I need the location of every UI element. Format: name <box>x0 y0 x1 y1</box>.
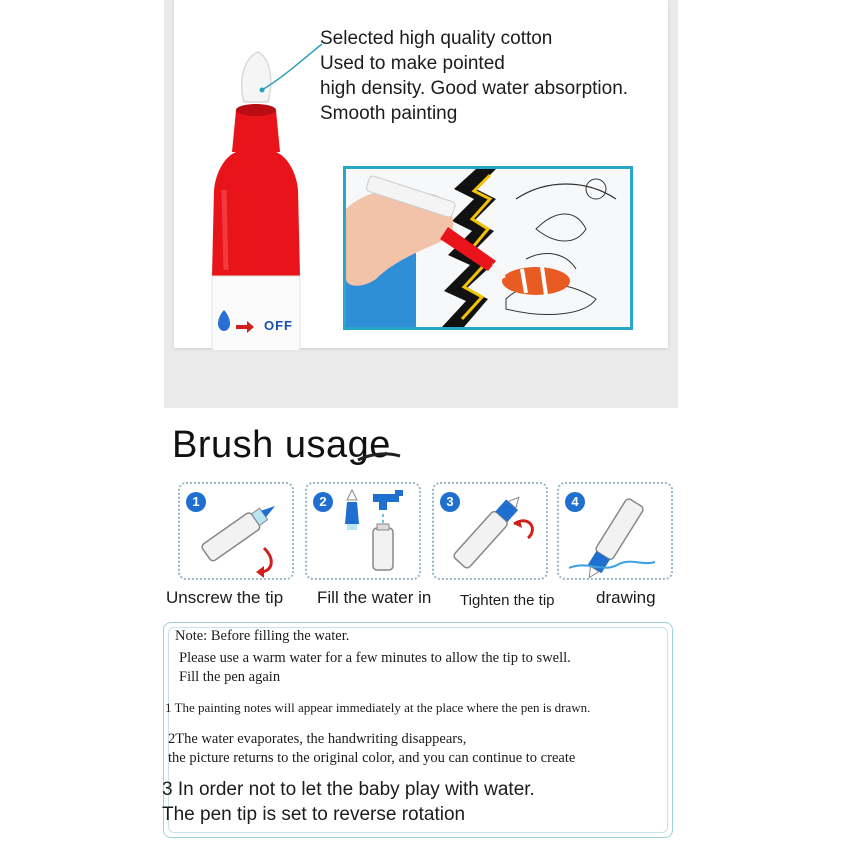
water-pen-illustration <box>196 40 316 350</box>
pen-off-label: OFF <box>264 318 293 333</box>
note-line: The pen tip is set to reverse rotation <box>162 804 466 825</box>
tip-description-line: Smooth painting <box>320 103 458 124</box>
step-1-card <box>178 482 294 580</box>
title-swoosh-decoration <box>356 448 402 464</box>
step-2-card <box>305 482 421 580</box>
step-1-caption: Unscrew the tip <box>166 588 284 607</box>
note-line: 3 In order not to let the baby play with water. <box>162 779 535 800</box>
step-number: 3 <box>440 492 460 512</box>
note-line: Note: Before filling the water. <box>175 628 350 644</box>
step-number: 1 <box>186 492 206 512</box>
step-4-caption: drawing <box>596 588 656 607</box>
unscrew-icon <box>180 484 292 578</box>
tip-description <box>320 26 628 126</box>
tip-description-line: Selected high quality cotton <box>320 28 553 49</box>
step-number: 2 <box>313 492 333 512</box>
tip-description-line: Used to make pointed <box>320 53 505 74</box>
step-4-card <box>557 482 673 580</box>
note-line: Please use a warm water for a few minutes to allow the tip to swell. <box>179 650 571 666</box>
drawing-icon <box>559 484 671 578</box>
usage-photo <box>343 166 633 330</box>
note-line: Fill the pen again <box>179 669 281 685</box>
brush-usage-title: Brush usage <box>172 424 391 466</box>
note-line: the picture returns to the original color, and you can continue to create <box>168 750 576 766</box>
hand-drawing-photo-image <box>346 169 630 327</box>
tip-description-line: high density. Good water absorption. <box>320 78 629 99</box>
step-3-caption: Tighten the tip <box>460 592 555 609</box>
step-3-card <box>432 482 548 580</box>
note-line: 2The water evaporates, the handwriting disappears, <box>168 731 467 747</box>
step-2-caption: Fill the water in <box>317 588 432 607</box>
note-line: 1 The painting notes will appear immediately at the place where the pen is drawn. <box>165 700 591 715</box>
faucet-icon <box>307 484 419 578</box>
step-number: 4 <box>565 492 585 512</box>
tighten-icon <box>434 484 546 578</box>
